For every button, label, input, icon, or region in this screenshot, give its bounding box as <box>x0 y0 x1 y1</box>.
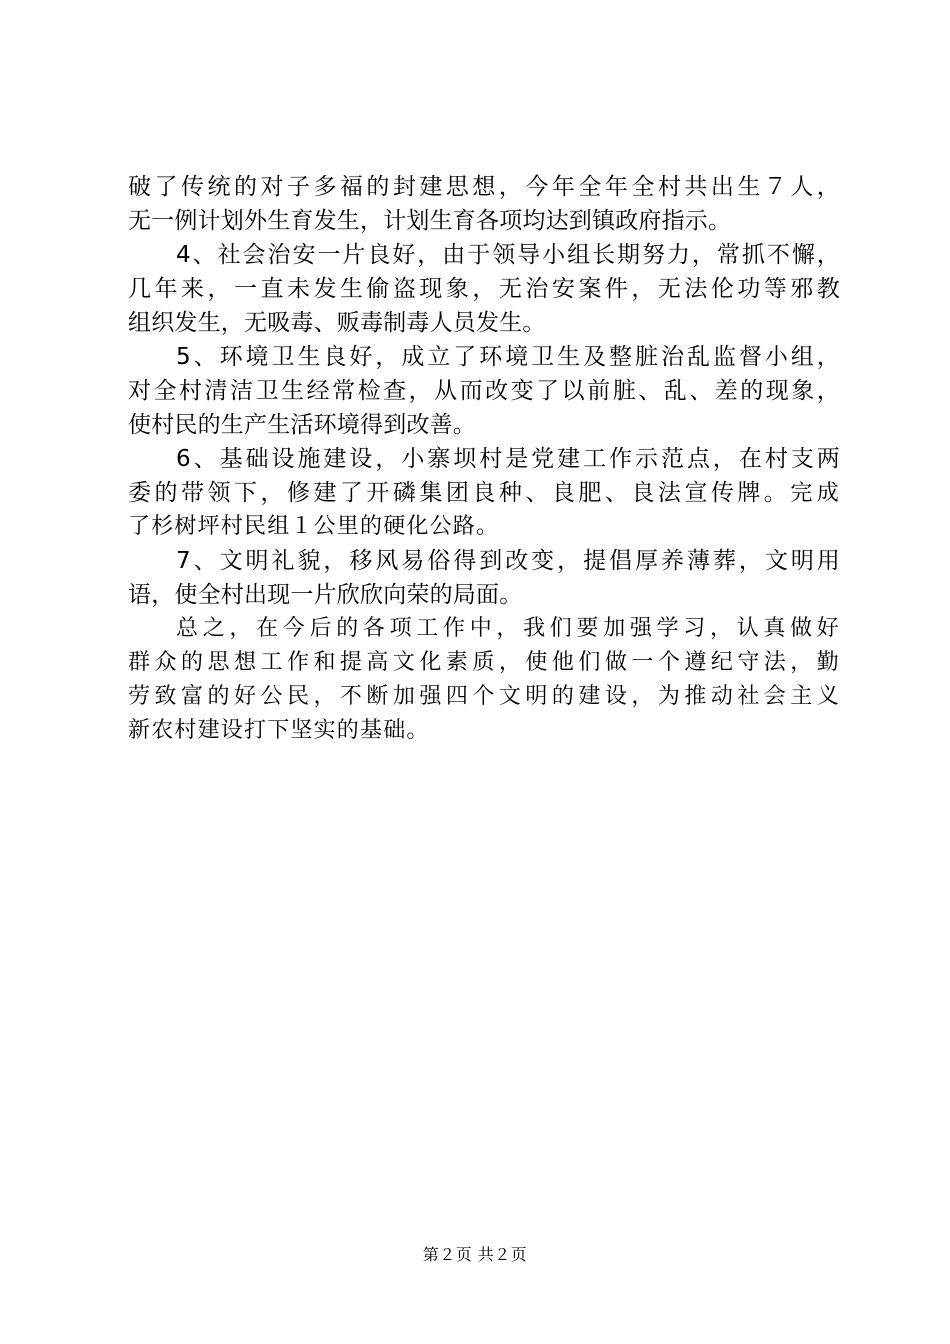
text-line <box>128 170 840 204</box>
text-line-content: 总之，在今后的各项工作中，我们要加强学习，认真做好 <box>176 616 840 641</box>
text-line-content: 新农村建设打下坚实的基础。 <box>128 718 430 743</box>
text-line-content: 群众的思想工作和提高文化素质，使他们做一个遵纪守法，勤 <box>128 650 840 675</box>
text-line-tail: 完成 <box>790 481 841 506</box>
text-line <box>128 408 840 442</box>
text-line-content: 了杉树坪村民组１公里的硬化公路。 <box>128 514 500 539</box>
text-line-content: 组织发生，无吸毒、贩毒制毒人员发生。 <box>128 310 546 336</box>
text-line-content: 对全村清洁卫生经常检查，从而改变了以前脏、乱、差的现象， <box>128 378 840 404</box>
text-line <box>128 204 840 238</box>
document-body <box>128 170 840 748</box>
text-line <box>128 714 840 748</box>
text-line-content: 无一例计划外生育发生，计划生育各项均达到镇政府指示。 <box>128 208 732 234</box>
text-line-content: 7、文明礼貌，移风易俗得到改变，提倡厚养薄葬，文明用 <box>176 548 840 574</box>
text-line <box>128 544 840 578</box>
text-line-content: 6、基础设施建设，小寨坝村是党建工作示范点，在村支两 <box>176 446 840 472</box>
text-line <box>128 306 840 340</box>
text-line <box>128 442 840 476</box>
text-line <box>128 272 840 306</box>
text-line-content: 语，使全村出现一片欣欣向荣的局面。 <box>128 582 523 608</box>
text-line-content: 5、环境卫生良好，成立了环境卫生及整脏治乱监督小组， <box>176 344 840 370</box>
text-line-content: 4、社会治安一片良好，由于领导小组长期努力，常抓不懈， <box>176 242 840 268</box>
text-line <box>128 646 840 680</box>
text-line <box>128 374 840 408</box>
page-footer: 第２页 共２页 <box>422 1245 528 1264</box>
text-line-content: 委的带领下，修建了开磷集团良种、良肥、良法宣传牌。 <box>128 480 791 506</box>
text-line <box>128 578 840 612</box>
text-line-content: 使村民的生产生活环境得到改善。 <box>128 412 476 438</box>
text-line <box>128 510 840 544</box>
text-line <box>128 476 840 510</box>
text-line-content: 几年来，一直未发生偷盗现象，无治安案件，无法伦功等邪教 <box>128 276 840 302</box>
text-line <box>128 340 840 374</box>
text-line <box>128 238 840 272</box>
text-line-content: 劳致富的好公民，不断加强四个文明的建设，为推动社会主义 <box>128 684 840 709</box>
text-line <box>128 680 840 714</box>
text-line-content: 破了传统的对子多福的封建思想，今年全年全村共出生７人， <box>128 174 840 200</box>
text-line <box>128 612 840 646</box>
